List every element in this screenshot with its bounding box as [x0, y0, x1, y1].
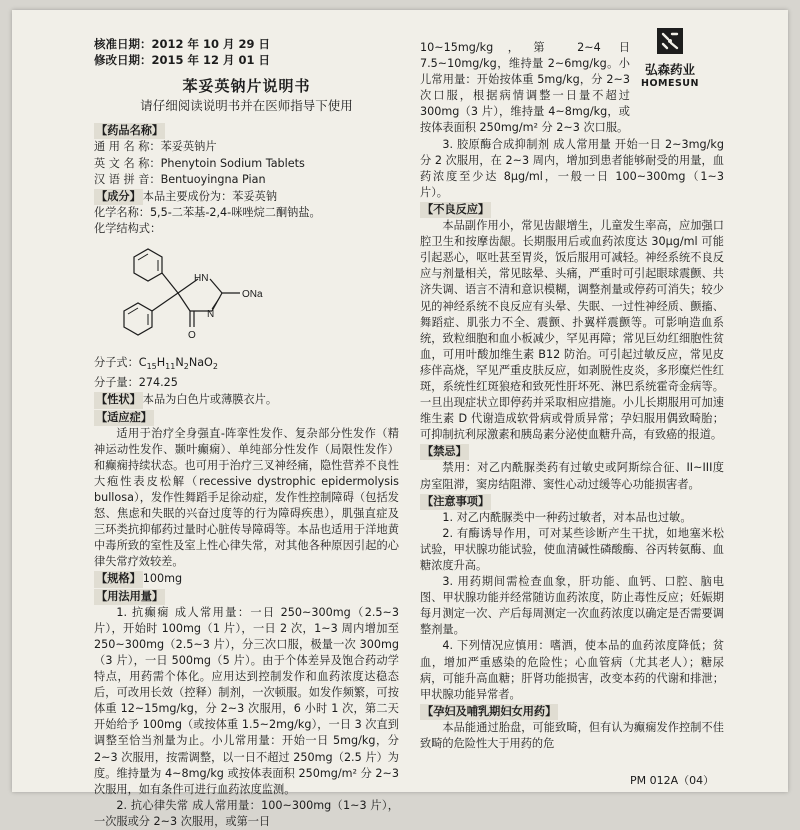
document-code: PM 012A（04） [630, 774, 715, 787]
leaflet-sheet [12, 10, 788, 828]
molecular-formula: 分子式：$C_{15}H_{11}N_2NaO_2$ [94, 356, 218, 372]
section-heading-character: 【性状】 [94, 392, 143, 408]
pregnancy-text: 本品能通过胎盘，可能致畸，但有认为癫痫发作控制不佳致畸的危险性大于用药的危 [420, 720, 724, 751]
spec-text: 100mg [142, 572, 183, 586]
structure-diagram [94, 237, 294, 355]
precaution-2: 2. 有酶诱导作用，可对某些诊断产生干扰，如地塞米松试验，甲状腺功能试验，使血清碱性磷酸酶、谷丙转氨酶、血糖浓度升高。 [420, 526, 724, 572]
dosage-paragraph-3: 3. 胶原酶合成抑制剂 成人常用量 开始一日 2~3mg/kg 分 2 次服用，在 2~3 周内，增加到患者能够耐受的用量，血药浓度至少达 8μg/ml，一般一日 100~300mg（1~3 片）。 [420, 137, 724, 199]
logo-english: HOMESUN [641, 78, 699, 89]
chemical-name: 化学名称：5,5-二苯基-2,4-咪唑烷二酮钠盐。 [94, 205, 321, 219]
dosage-paragraph-2: 2. 抗心律失常 成人常用量：100~300mg（1~3 片），一次服或分 2~3 次服用，或第一日 [94, 798, 399, 828]
section-heading-precautions: 【注意事项】 [420, 494, 491, 510]
n-label: N [207, 309, 215, 321]
character-text: 本品为白色片或薄膜衣片。 [142, 393, 278, 407]
structure-label: 化学结构式： [94, 221, 162, 235]
o-label: O [188, 330, 196, 342]
section-heading-contraindications: 【禁忌】 [420, 444, 469, 460]
english-name: 英 文 名 称：Phenytoin Sodium Tablets [94, 156, 305, 170]
molecular-weight: 分子量：274.25 [94, 376, 178, 390]
chemical-structure [94, 237, 399, 355]
section-heading-indications: 【适应症】 [94, 410, 154, 426]
adverse-text: 本品副作用小，常见齿龈增生，儿童发生率高，应加强口腔卫生和按摩齿龈。长期服用后或血药浓度达 30μg/ml 可能引起恶心，呕吐甚至胃炎，饭后服用可减轻。神经系统不良反应与剂量相关，常见眩晕、头痛，严重时可引起眼球震颤、共济失调、语言不清和意识模糊，调整剂量或停药可消失；较少见的神经系统不良反应有头晕、失眠、一过性神经质、颤搐、舞蹈症、肌张力不全、震颤、扑翼样震颤等。可影响造血系统，致粒细胞和血小板减少，罕见再障；常见巨幼红细胞性贫血，可用叶酸加维生素 B12 防治。可引起过敏反应，常见皮疹伴高烧，罕见严重皮肤反应，如剥脱性皮炎，多形糜烂性红斑，系统性红斑狼疮和致死性肝坏死、淋巴系统霍奇金病等。一旦出现症状立即停药并采取相应措施。小儿长期服用可加速维生素 D 代谢造成软骨病或骨质异常；孕妇服用偶致畸胎；可抑制抗利尿激素和胰岛素分泌使血糖升高，有致癌的报道。 [420, 219, 724, 442]
precaution-1: 1. 对乙内酰脲类中一种药过敏者，对本品也过敏。 [442, 510, 692, 524]
indications-text: 适用于治疗全身强直-阵挛性发作、复杂部分性发作（精神运动性发作、颞叶癫痫）、单纯部分性发作（局限性发作）和癫痫持续状态。也可用于治疗三叉神经痛，隐性营养不良性大疱性表皮松解（recessive dystrophic epidermolysis bullosa），发作性舞蹈手足徐动症，发作性控制障碍（包括发怒、焦虑和失眠的兴奋过度等的行为障碍疾患），肌强直症及三环类抗抑郁药过量时心脏传导障碍等。本品也适用于洋地黄中毒所致的室性及室上性心律失常，对其他各种原因引起的心律失常疗效较差。 [94, 426, 399, 569]
pinyin-name: 汉 语 拼 音：Bentuoyingna Pian [94, 172, 266, 186]
section-heading-adverse: 【不良反应】 [420, 202, 491, 218]
section-heading-pregnancy: 【孕妇及哺乳期妇女用药】 [420, 704, 558, 720]
left-column [94, 36, 399, 830]
logo-chinese: 弘森药业 [644, 62, 695, 77]
document-title: 苯妥英钠片说明书 [182, 77, 311, 96]
document-subtitle: 请仔细阅读说明书并在医师指导下使用 [140, 98, 353, 114]
right-column [420, 40, 724, 752]
precaution-4: 4. 下列情况应慎用：嗜酒，使本品的血药浓度降低；贫血，增加严重感染的危险性；心血管病（尤其老人）；糖尿病，可能升高血糖；肝肾功能损害，改变本药的代谢和排泄；甲状腺功能异常者。 [420, 639, 724, 701]
section-heading-dosage: 【用法用量】 [94, 589, 165, 605]
approve-date: 核准日期：2012 年 10 月 29 日 [94, 37, 271, 51]
dosage-paragraph-1: 1. 抗癫痫 成人常用量：一日 250~300mg（2.5~3 片），开始时 100mg（1 片），一日 2 次，1~3 周内增加至 250~300mg（2.5~3 片），分三次口服，极量一次 300mg（3 片），一日 500mg（5 片）。由于个体差异及饱合药动学特点，用药需个体化。应用达到控制发作和血药浓度达稳态后，可改用长效（控释）制剂，一次顿服。如发作频繁，可按体重 12~15mg/kg，分 2~3 次服用，6 小时 1 次，第二天开始给予 100mg（或按体重 1.5~2mg/kg），一日 3 次直到调整至恰当剂量为止。小儿常用量：开始一日 5mg/kg，分 2~3 次服用，按需调整，以一日不超过 250mg（2.5 片）为度。维持量为 4~8mg/kg 或按体表面积 250mg/m² 分 2~3 次服用，如有条件可进行血药浓度监测。 [94, 605, 399, 796]
section-heading-name: 【药品名称】 [94, 123, 165, 139]
section-heading-composition: 【成分】 [94, 189, 143, 205]
precaution-3: 3. 用药期间需检查血象，肝功能、血钙、口腔、脑电图、甲状腺功能并经常随访血药浓度，防止毒性反应；妊娠期每月测定一次、产后每周测定一次血药浓度以确定是否需要调整剂量。 [420, 575, 724, 637]
hn-label: HN [194, 273, 209, 285]
generic-name: 通 用 名 称：苯妥英钠片 [94, 140, 217, 154]
dosage-paragraph-2-continued: 10~15mg/kg，第 2~4 日 7.5~10mg/kg，维持量 2~6mg/kg。小儿常用量：开始按体重 5mg/kg，分 2~3 次口服，根据病情调整一日量不超过 300mg（3 片），维持量 4~8mg/kg，或按体表面积 250mg/m² 分 2~3 次口服。 [420, 41, 630, 135]
section-heading-spec: 【规格】 [94, 571, 143, 587]
composition-text: 本品主要成份为：苯妥英钠 [142, 189, 278, 203]
ona-label: ONa [242, 289, 263, 301]
contraindications-text: 禁用：对乙内酰脲类药有过敏史或阿斯综合征、II~III度房室阻滞，窦房结阻滞、窦性心动过缓等心功能损害者。 [420, 461, 724, 491]
modify-date: 修改日期：2015 年 12 月 01 日 [94, 53, 271, 68]
